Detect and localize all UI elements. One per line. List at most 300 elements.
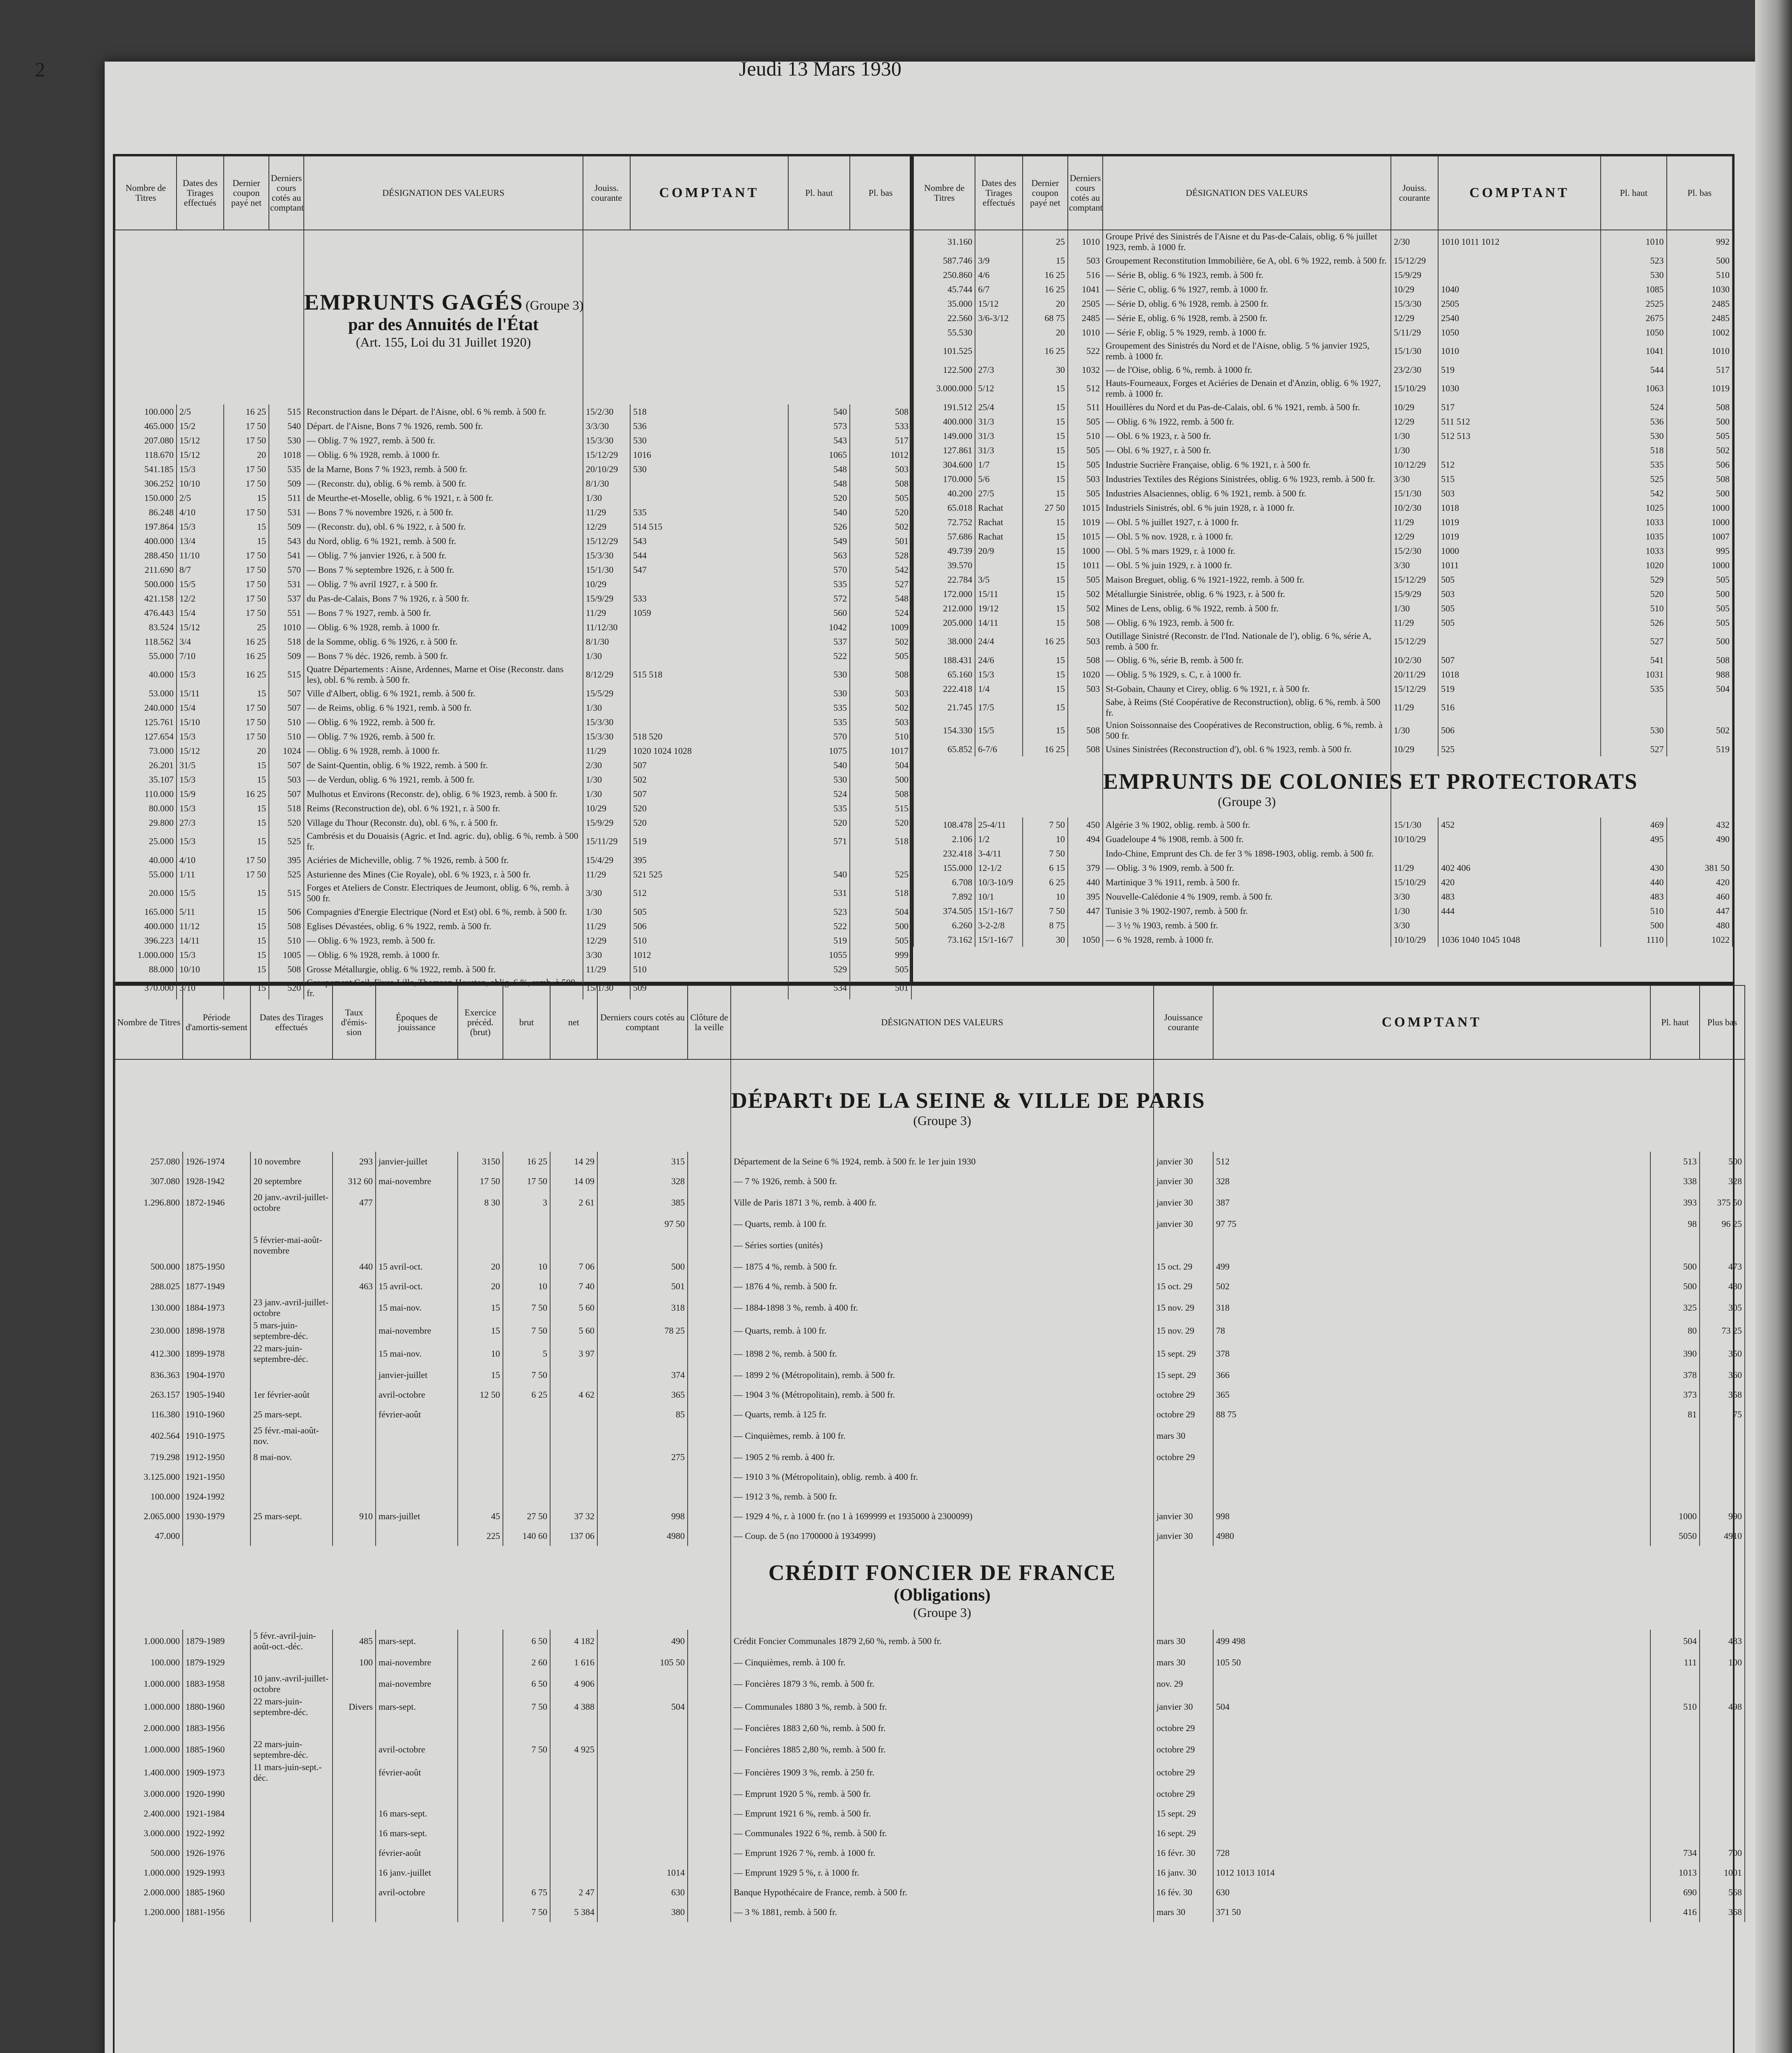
cell-j: 15/9/29	[1391, 268, 1438, 282]
cell-l	[1700, 1718, 1745, 1738]
cell-j: 1/30	[1391, 904, 1438, 918]
table-row	[115, 1718, 1745, 1738]
cell-l: 990	[1700, 1506, 1745, 1526]
cell-t: 11/12	[177, 919, 224, 933]
cell-d	[250, 1277, 333, 1296]
cell-h: 504	[1650, 1630, 1700, 1653]
cell-j: 2/30	[1391, 230, 1438, 253]
cell-b: 503	[850, 715, 911, 729]
cell-v: — 1876 4 %, remb. à 500 fr.	[731, 1277, 1154, 1296]
cell-c: 1014	[597, 1863, 688, 1883]
cell-b: 5	[503, 1342, 550, 1365]
cell-c: 15	[224, 962, 269, 976]
cell-j: 15/11/29	[583, 830, 630, 853]
cell-c	[597, 1467, 688, 1487]
cell-k	[1213, 1672, 1650, 1695]
cell-j: 1/30	[1391, 601, 1438, 615]
cell-nt: 14 09	[550, 1171, 597, 1191]
cell-p: 1016	[630, 448, 788, 462]
cell-t	[333, 1738, 376, 1761]
cell-h: 469	[1601, 818, 1666, 832]
cell-b: 999	[850, 948, 911, 962]
cell-t	[333, 1761, 376, 1784]
cell-j: octobre 29	[1154, 1761, 1213, 1784]
cell-p: 511 512	[1438, 414, 1601, 429]
cell-p: 1885-1960	[183, 1883, 250, 1902]
cell-n: 402.564	[115, 1424, 183, 1447]
cell-b	[503, 1863, 550, 1883]
cell-d: 1032	[1068, 363, 1103, 377]
cell-j: 3/30	[1391, 918, 1438, 932]
table-row	[913, 742, 1732, 756]
table-row	[913, 486, 1732, 501]
cell-j: 10/29	[583, 577, 630, 591]
cell-h	[1650, 1761, 1700, 1784]
cell-p: 510	[630, 933, 788, 948]
cell-c: 7 50	[1023, 846, 1068, 861]
cell-c: 15	[224, 772, 269, 787]
cell-v: — 3 % 1881, remb. à 500 fr.	[731, 1902, 1154, 1922]
cell-c: 17 50	[224, 577, 269, 591]
table-row	[115, 534, 911, 548]
cell-c2	[688, 1883, 731, 1902]
cell-d: 540	[269, 419, 304, 433]
cell-p	[1438, 832, 1601, 846]
cell-p: 452	[1438, 818, 1601, 832]
cell-b	[503, 1214, 550, 1234]
cell-n: 40.200	[913, 486, 975, 501]
cell-c: 15	[224, 686, 269, 700]
cell-n: 100.000	[115, 1653, 183, 1672]
cell-d: 516	[1068, 268, 1103, 282]
cell-d: 2505	[1068, 296, 1103, 311]
cell-v: — Oblig. 6 % 1928, remb. à 1000 fr.	[304, 620, 583, 634]
cell-d: 525	[269, 830, 304, 853]
cell-b: 505	[1667, 601, 1732, 615]
table-row	[913, 325, 1732, 340]
cell-c2	[688, 1365, 731, 1385]
cell-c	[597, 1718, 688, 1738]
cell-v: — (Reconstr. du), obl. 6 % 1922, r. à 500 fr.	[304, 519, 583, 534]
cell-b: 505	[850, 933, 911, 948]
cell-n: 1.296.800	[115, 1191, 183, 1214]
cell-nt: 5 60	[550, 1319, 597, 1342]
cell-h: 513	[1650, 1152, 1700, 1171]
cell-v: — 7 % 1926, remb. à 500 fr.	[731, 1171, 1154, 1191]
cell-h	[1601, 846, 1666, 861]
cell-v: Outillage Sinistré (Reconstr. de l'Ind. Nationale de l'), oblig. 6 %, série A, remb. à 500 fr.	[1103, 630, 1391, 653]
cell-c2	[688, 1526, 731, 1546]
cell-v: — Cinquièmes, remb. à 100 fr.	[731, 1653, 1154, 1672]
cell-v: — Oblig. 7 % 1927, remb. à 500 fr.	[304, 433, 583, 448]
cell-b: 520	[850, 815, 911, 830]
cell-v: St-Gobain, Chauny et Cirey, oblig. 6 % 1921, r. à 500 fr.	[1103, 682, 1391, 696]
cell-d	[1068, 846, 1103, 861]
cell-x: 225	[458, 1526, 503, 1546]
cell-t: 5/11	[177, 905, 224, 919]
col-dates-tirages: Dates des Tirages effectués	[975, 156, 1022, 230]
cell-j: 15/1/30	[1391, 818, 1438, 832]
cell-b: 17 50	[503, 1171, 550, 1191]
cell-e	[376, 1424, 458, 1447]
cell-p: 516	[1438, 696, 1601, 719]
cell-j: 8/1/30	[583, 634, 630, 649]
cell-l: 100	[1700, 1653, 1745, 1672]
cell-t: 19/12	[975, 601, 1022, 615]
cell-n: 400.000	[913, 414, 975, 429]
cell-p: 1921-1984	[183, 1804, 250, 1823]
table-row	[115, 1506, 1745, 1526]
col-exercice: Exercice précéd. (brut)	[458, 985, 503, 1059]
cell-t: 15/12	[975, 296, 1022, 311]
cell-v: Hauts-Fourneaux, Forges et Aciéries de Denain et d'Anzin, oblig. 6 % 1927, remb. à 1000 fr.	[1103, 377, 1391, 400]
cell-c: 4980	[597, 1526, 688, 1546]
table-row	[913, 515, 1732, 529]
cell-b: 508	[850, 404, 911, 419]
cell-h: 416	[1650, 1902, 1700, 1922]
cell-b	[503, 1823, 550, 1843]
credit-heading	[115, 1546, 1745, 1630]
cell-t: 100	[333, 1653, 376, 1672]
cell-v: — de Reims, oblig. 6 % 1921, remb. à 500 fr.	[304, 700, 583, 715]
table-row	[913, 832, 1732, 846]
cell-nt	[550, 1863, 597, 1883]
cell-h: 523	[788, 905, 850, 919]
cell-k: 88 75	[1213, 1405, 1650, 1424]
cell-d: 507	[269, 787, 304, 801]
cell-x	[458, 1883, 503, 1902]
cell-e: mars-sept.	[376, 1695, 458, 1718]
table-row	[913, 667, 1732, 682]
cell-j: 8/1/30	[583, 476, 630, 491]
cell-p: 518	[630, 404, 788, 419]
cell-h: 440	[1601, 875, 1666, 889]
cell-t: 15/1-16/7	[975, 932, 1022, 947]
table-row	[115, 1257, 1745, 1277]
cell-j: 11/29	[1391, 615, 1438, 630]
cell-n: 72.752	[913, 515, 975, 529]
cell-n: 412.300	[115, 1342, 183, 1365]
cell-c: 25	[1023, 230, 1068, 253]
cell-b: 500	[1667, 630, 1732, 653]
cell-x	[458, 1784, 503, 1804]
cell-b: 432	[1667, 818, 1732, 832]
cell-n: 65.160	[913, 667, 975, 682]
cell-e: avril-octobre	[376, 1738, 458, 1761]
cell-b: 447	[1667, 904, 1732, 918]
table-row	[115, 1171, 1745, 1191]
cell-n: 31.160	[913, 230, 975, 253]
cell-c2	[688, 1277, 731, 1296]
cell-c: 16 25	[224, 649, 269, 663]
cell-e: mars-juillet	[376, 1506, 458, 1526]
table-row	[115, 519, 911, 534]
cell-c: 15	[1023, 377, 1068, 400]
cell-v: de la Somme, oblig. 6 % 1926, r. à 500 fr.	[304, 634, 583, 649]
cell-b: 992	[1667, 230, 1732, 253]
cell-v: Groupement des Sinistrés du Nord et de l'Aisne, oblig. 5 % janvier 1925, remb. à 1000 fr.	[1103, 340, 1391, 363]
cell-n: 587.746	[913, 253, 975, 268]
cell-j: 15/3/30	[1391, 296, 1438, 311]
table-row	[115, 1761, 1745, 1784]
cell-j: 15/10/29	[1391, 377, 1438, 400]
cell-d: 551	[269, 606, 304, 620]
cell-t: 12/2	[177, 591, 224, 606]
cell-v: Union Soissonnaise des Coopératives de Reconstruction, oblig. 6 %, remb. à 500 fr.	[1103, 719, 1391, 742]
cell-k: 105 50	[1213, 1653, 1650, 1672]
cell-v: — Foncières 1909 3 %, remb. à 250 fr.	[731, 1761, 1154, 1784]
cell-t	[333, 1467, 376, 1487]
table-row	[115, 1214, 1745, 1234]
cell-d	[250, 1718, 333, 1738]
cell-k	[1213, 1447, 1650, 1467]
cell-h: 338	[1650, 1171, 1700, 1191]
cell-c: 15	[1023, 400, 1068, 414]
cell-c: 15	[224, 830, 269, 853]
cell-d: 507	[269, 686, 304, 700]
cell-p	[630, 476, 788, 491]
cell-h: 572	[788, 591, 850, 606]
cell-t: 7/10	[177, 649, 224, 663]
cell-n: 100.000	[115, 404, 177, 419]
cell-k: 502	[1213, 1277, 1650, 1296]
table-row	[115, 830, 911, 853]
cell-e	[376, 1526, 458, 1546]
cell-t	[333, 1342, 376, 1365]
cell-b: 508	[1667, 400, 1732, 414]
cell-c: 16 25	[1023, 742, 1068, 756]
right-quotes-table	[913, 156, 1733, 947]
section-title: EMPRUNTS GAGÉS	[304, 289, 523, 315]
cell-k: 328	[1213, 1171, 1650, 1191]
cell-k: 499 498	[1213, 1630, 1650, 1653]
cell-c2	[688, 1784, 731, 1804]
cell-h: 527	[1601, 742, 1666, 756]
cell-b: 988	[1667, 667, 1732, 682]
cell-j: 23/2/30	[1391, 363, 1438, 377]
cell-b: 508	[850, 663, 911, 686]
cell-c: 16 25	[1023, 630, 1068, 653]
cell-n: 421.158	[115, 591, 177, 606]
cell-t: 3/10	[177, 976, 224, 999]
cell-t: 15/3	[177, 462, 224, 476]
cell-p	[1438, 253, 1601, 268]
cell-h	[1650, 1738, 1700, 1761]
cell-v: — 1904 3 % (Métropolitain), remb. à 500 fr.	[731, 1385, 1154, 1405]
cell-d: 1011	[1068, 558, 1103, 572]
table-row	[913, 904, 1732, 918]
table-row	[115, 663, 911, 686]
cell-x	[458, 1630, 503, 1653]
cell-x: 10	[458, 1342, 503, 1365]
cell-b: 1022	[1667, 932, 1732, 947]
table-row	[913, 630, 1732, 653]
credit-title: CRÉDIT FONCIER DE FRANCE	[768, 1560, 1116, 1585]
cell-t: 4/10	[177, 505, 224, 519]
cell-e: mai-novembre	[376, 1672, 458, 1695]
cell-p	[630, 620, 788, 634]
cell-p: 517	[1438, 400, 1601, 414]
cell-b: 533	[850, 419, 911, 433]
cell-h: 535	[788, 715, 850, 729]
cell-v: — Quarts, remb. à 100 fr.	[731, 1319, 1154, 1342]
cell-n: 118.670	[115, 448, 177, 462]
cell-t: 15/3	[177, 772, 224, 787]
cell-d: 10 janv.-avril-juillet-octobre	[250, 1672, 333, 1695]
cell-k	[1213, 1424, 1650, 1447]
cell-t: Divers	[333, 1695, 376, 1718]
cell-c: 15	[1023, 529, 1068, 544]
cell-d	[250, 1467, 333, 1487]
cell-n: 101.525	[913, 340, 975, 363]
page-date: Jeudi 13 Mars 1930	[739, 57, 902, 80]
table-row	[913, 268, 1732, 282]
cell-nt	[550, 1447, 597, 1467]
cell-n: 257.080	[115, 1152, 183, 1171]
cell-t: 31/3	[975, 443, 1022, 457]
cell-b: 27 50	[503, 1506, 550, 1526]
cell-e	[376, 1784, 458, 1804]
cell-p	[630, 649, 788, 663]
cell-c: 15	[1023, 486, 1068, 501]
cell-p: 520	[630, 815, 788, 830]
cell-j: 15 sept. 29	[1154, 1342, 1213, 1365]
table-row	[115, 1738, 1745, 1761]
cell-l: 75	[1700, 1405, 1745, 1424]
cell-l	[1700, 1487, 1745, 1506]
cell-d: 520	[269, 815, 304, 830]
cell-b: 7 50	[503, 1738, 550, 1761]
cell-n: 719.298	[115, 1447, 183, 1467]
cell-e	[376, 1214, 458, 1234]
cell-n: 118.562	[115, 634, 177, 649]
cell-d: 570	[269, 563, 304, 577]
cell-n: 39.570	[913, 558, 975, 572]
cell-p	[630, 577, 788, 591]
cell-t: 2/5	[177, 404, 224, 419]
cell-h: 1063	[1601, 377, 1666, 400]
cell-h	[1650, 1784, 1700, 1804]
cell-h: 563	[788, 548, 850, 563]
cell-d: 23 janv.-avril-juillet-octobre	[250, 1296, 333, 1319]
cell-b	[503, 1487, 550, 1506]
cell-p: 512	[1438, 457, 1601, 472]
cell-d: 506	[269, 905, 304, 919]
cell-d: 395	[1068, 889, 1103, 904]
cell-nt: 4 182	[550, 1630, 597, 1653]
table-row	[115, 404, 911, 419]
cell-c: 6 25	[1023, 875, 1068, 889]
left-quotes-table	[115, 156, 912, 999]
cell-p: 1899-1978	[183, 1342, 250, 1365]
table-row	[913, 340, 1732, 363]
cell-n: 6.708	[913, 875, 975, 889]
cell-l: 700	[1700, 1843, 1745, 1863]
cell-e: 15 avril-oct.	[376, 1277, 458, 1296]
cell-v: — Oblig. 6 % 1923, remb. à 500 fr.	[304, 933, 583, 948]
cell-j: 15/3/30	[583, 433, 630, 448]
cell-n: 22.784	[913, 572, 975, 587]
cell-h: 530	[1601, 719, 1666, 742]
cell-c2	[688, 1804, 731, 1823]
table-row	[115, 772, 911, 787]
cell-j: 10/29	[583, 801, 630, 815]
cell-n: 541.185	[115, 462, 177, 476]
cell-p	[630, 686, 788, 700]
cell-c	[597, 1823, 688, 1843]
cell-j: mars 30	[1154, 1630, 1213, 1653]
cell-v: Cambrésis et du Douaisis (Agric. et Ind. agric. du), oblig. 6 %, remb. à 500 fr.	[304, 830, 583, 853]
cell-k	[1213, 1761, 1650, 1784]
cell-b: 460	[1667, 889, 1732, 904]
cell-n: 250.860	[913, 268, 975, 282]
cell-c2	[688, 1630, 731, 1653]
section-subtitle: par des Annuités de l'État	[348, 315, 539, 334]
cell-n: 47.000	[115, 1526, 183, 1546]
cell-t: 3/4	[177, 634, 224, 649]
col-derniers-cours: Derniers cours cotés au comptant	[269, 156, 304, 230]
cell-p: 1922-1992	[183, 1823, 250, 1843]
cell-b: 518	[850, 830, 911, 853]
top-right-table	[911, 154, 1735, 983]
cell-n: 1.000.000	[115, 1863, 183, 1883]
cell-d: 25 mars-sept.	[250, 1506, 333, 1526]
cell-h: 548	[788, 476, 850, 491]
cell-p	[1438, 918, 1601, 932]
bottom-table	[113, 983, 1742, 2053]
cell-j: janvier 30	[1154, 1152, 1213, 1171]
cell-t: 12-1/2	[975, 861, 1022, 875]
cell-t	[333, 1902, 376, 1922]
cell-j: janvier 30	[1154, 1214, 1213, 1234]
cell-p: 1912-1950	[183, 1447, 250, 1467]
table-row	[115, 1653, 1745, 1672]
cell-c: 501	[597, 1277, 688, 1296]
cell-b: 1007	[1667, 529, 1732, 544]
cell-c: 15	[1023, 414, 1068, 429]
table-row	[115, 1467, 1745, 1487]
cell-v: de Meurthe-et-Moselle, oblig. 6 % 1921, r. à 500 fr.	[304, 491, 583, 505]
table-row	[115, 1784, 1745, 1804]
cell-v: Mulhotus et Environs (Reconstr. de), oblig. 6 % 1923, remb. à 500 fr.	[304, 787, 583, 801]
cell-c: 15	[224, 801, 269, 815]
cell-t	[333, 1487, 376, 1506]
cell-j: 15/4/29	[583, 853, 630, 867]
cell-j: 12/29	[583, 933, 630, 948]
cell-p: 1019	[1438, 515, 1601, 529]
cell-j: 1/30	[583, 905, 630, 919]
cell-p: 530	[630, 433, 788, 448]
cell-p: 420	[1438, 875, 1601, 889]
table-row	[913, 558, 1732, 572]
cell-t	[333, 1234, 376, 1257]
cell-t: 3-4/11	[975, 846, 1022, 861]
cell-t: Rachat	[975, 515, 1022, 529]
cell-h: 483	[1601, 889, 1666, 904]
cell-b	[503, 1424, 550, 1447]
cell-p: 1883-1958	[183, 1672, 250, 1695]
table-row	[115, 476, 911, 491]
table-row	[913, 615, 1732, 630]
cell-t: 15/11	[975, 587, 1022, 601]
table-row	[115, 933, 911, 948]
cell-c: 380	[597, 1902, 688, 1922]
cell-t: 10/10	[177, 476, 224, 491]
cell-p: 1880-1960	[183, 1695, 250, 1718]
cell-p: 395	[630, 853, 788, 867]
cell-b: 6 75	[503, 1883, 550, 1902]
cell-j: 3/3/30	[583, 419, 630, 433]
